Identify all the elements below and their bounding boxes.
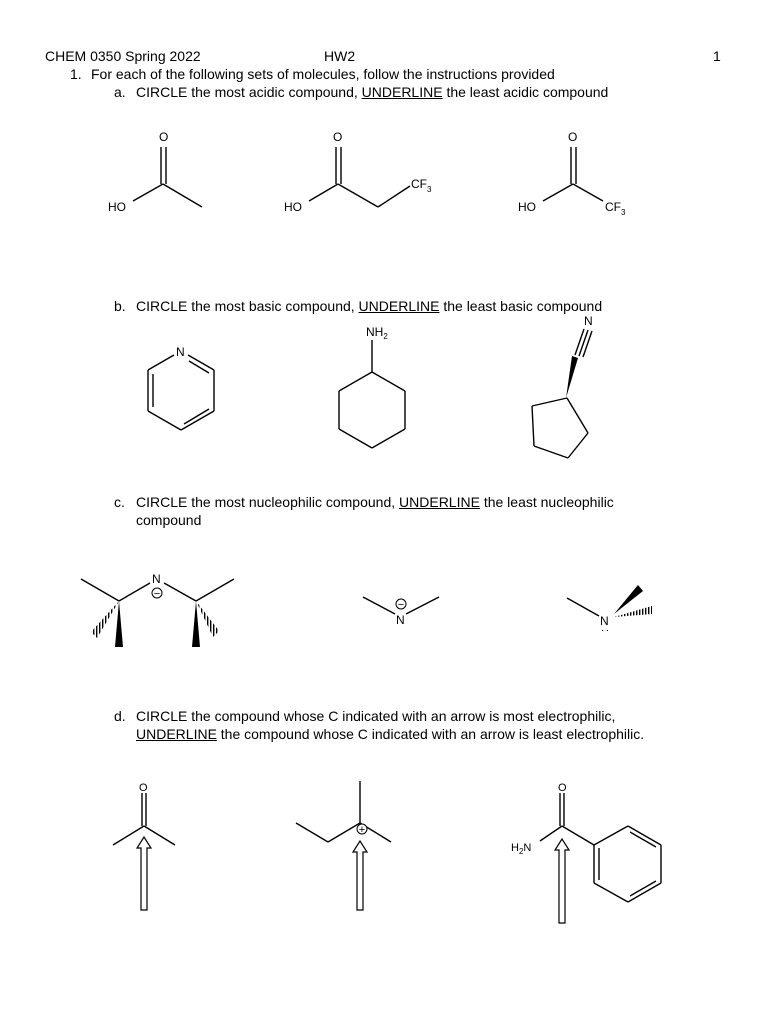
course-header: CHEM 0350 Spring 2022	[45, 48, 201, 64]
molecule-acetic-acid	[133, 147, 202, 207]
oxygen-label: O	[159, 130, 169, 144]
trifluoromethyl-label: $CF_3$	[411, 177, 432, 194]
arrow-indicator	[137, 837, 151, 910]
nitrogen-label: N	[176, 345, 185, 359]
molecule-cyclohexylamine	[339, 340, 405, 448]
part-d-instruction-line2: UNDERLINE the compound whose C indicated with an arrow is least electrophilic.	[136, 726, 645, 742]
lone-pair: :	[599, 629, 611, 633]
part-a-instruction: CIRCLE the most acidic compound, UNDERLINE the least acidic compound	[136, 84, 609, 100]
amine-label: $NH_2$	[366, 325, 388, 341]
part-b-letter: b.	[114, 298, 126, 314]
wedge-bond	[614, 585, 643, 614]
molecule-trifluoroacetic-acid	[543, 147, 603, 201]
negative-charge	[152, 588, 162, 600]
trifluoromethyl-label: $CF_3$	[605, 200, 626, 217]
oxygen-label: O	[139, 782, 148, 794]
oxygen-label: O	[558, 782, 567, 794]
oxygen-label: O	[568, 130, 578, 144]
wedge-bond	[566, 356, 578, 398]
arrow-indicator	[353, 841, 367, 910]
arrow-indicator	[555, 839, 569, 923]
nitrogen-label: N	[584, 314, 593, 328]
part-d-instruction: CIRCLE the compound whose C indicated with an arrow is most electrophilic,	[136, 708, 616, 724]
wedge-bond	[192, 601, 200, 647]
svg-text:−: −	[153, 588, 161, 600]
amide-nitrogen-label: $H_2N$	[511, 842, 532, 856]
question-text: For each of the following sets of molecules, follow the instructions provided	[91, 66, 555, 82]
hydroxyl-label: HO	[108, 200, 126, 214]
molecule-trifluoropropanoic-acid	[309, 147, 410, 207]
part-a-letter: a.	[114, 84, 126, 100]
part-d-letter: d.	[114, 708, 126, 724]
part-c-instruction: CIRCLE the most nucleophilic compound, UNDERLINE the least nucleophilic	[136, 494, 614, 510]
page-number: 1	[713, 48, 721, 64]
svg-text:+: +	[358, 824, 366, 836]
wedge-bond	[115, 601, 123, 647]
svg-text:−: −	[397, 599, 405, 611]
hashed-bond	[196, 601, 219, 637]
positive-charge	[357, 824, 367, 836]
negative-charge	[396, 599, 406, 611]
hydroxyl-label: HO	[518, 200, 536, 214]
nitrogen-label: N	[600, 614, 609, 628]
hashed-bond	[91, 601, 119, 638]
nitrogen-label: N	[152, 572, 161, 586]
assignment-title: HW2	[324, 48, 356, 64]
part-c-letter: c.	[114, 494, 125, 510]
hydroxyl-label: HO	[284, 200, 302, 214]
question-number: 1.	[70, 66, 82, 82]
part-b-instruction: CIRCLE the most basic compound, UNDERLINE the least basic compound	[136, 298, 603, 314]
molecule-pyridine	[148, 355, 214, 430]
oxygen-label: O	[333, 130, 343, 144]
part-c-instruction-line2: compound	[136, 512, 202, 528]
molecule-trimethylamine	[567, 598, 599, 616]
nitrogen-label: N	[396, 613, 405, 627]
molecule-tert-pentyl-cation	[296, 781, 391, 842]
molecule-cyclopentanecarbonitrile	[532, 329, 592, 458]
